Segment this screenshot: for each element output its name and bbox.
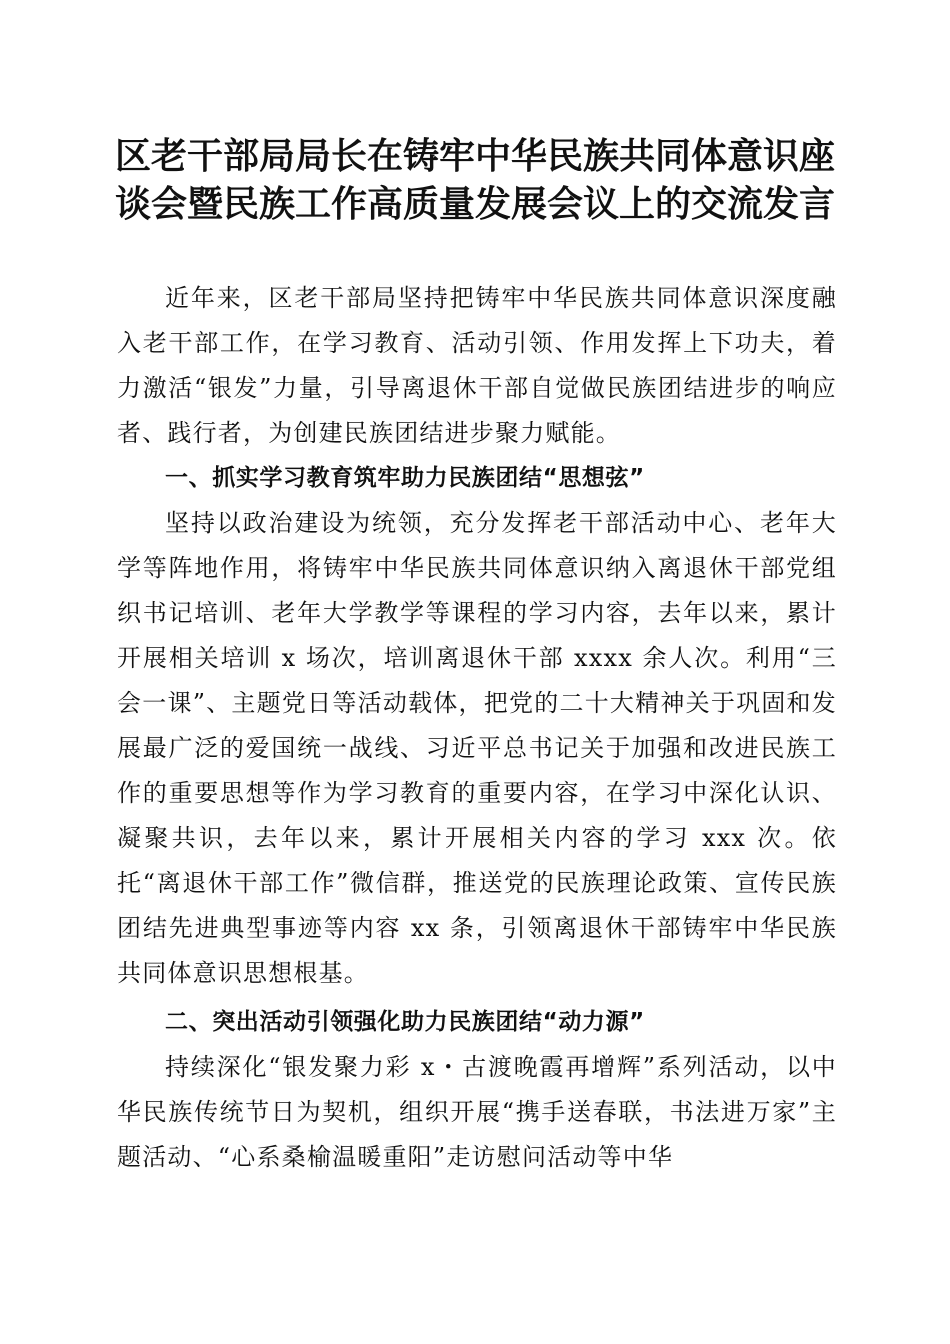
- document-title-line-1: 区老干部局局长在铸牢中华民族共同体意识座: [114, 135, 835, 177]
- intro-paragraph: 近年来，区老干部局坚持把铸牢中华民族共同体意识深度融入老干部工作，在学习教育、活动引领、作用发挥上下功夫，着力激活“银发”力量，引导离退休干部自觉做民族团结进步的响应者、践行者，为创建民族团结进步聚力赋能。: [117, 284, 837, 447]
- document-title-line-2: 谈会暨民族工作高质量发展会议上的交流发言: [114, 183, 835, 225]
- section-1-heading: 一、抓实学习教育筑牢助力民族团结“思想弦”: [165, 465, 645, 491]
- section-2-heading: 二、突出活动引领强化助力民族团结“动力源”: [165, 1009, 645, 1035]
- document-title: [60, 132, 890, 228]
- section-1-paragraph: 坚持以政治建设为统领，充分发挥老干部活动中心、老年大学等阵地作用，将铸牢中华民族共同体意识纳入离退休干部党组织书记培训、老年大学教学等课程的学习内容，去年以来，累计开展相关培训 x 场次，培训离退休干部 xxxx 余人次。利用“三会一课”、主题党日等活动载体，把党的二十大精神关于巩固和发展最广泛的爱国统一战线、习近平总书记关于加强和改进民族工作的重要思想等作为学习教育的重要内容，在学习中深化认识、凝聚共识，去年以来，累计开展相关内容的学习 xxx 次。依托“离退休干部工作”微信群，推送党的民族理论政策、宣传民族团结先进典型事迹等内容 xx 条，引领离退休干部铸牢中华民族共同体意识思想根基。: [117, 509, 837, 987]
- section-2-paragraph: 持续深化“银发聚力彩 x・古渡晚霞再增辉”系列活动，以中华民族传统节日为契机，组织开展“携手送春联，书法进万家”主题活动、“心系桑榆温暖重阳”走访慰问活动等中华: [117, 1053, 837, 1171]
- document-body: [117, 276, 837, 1180]
